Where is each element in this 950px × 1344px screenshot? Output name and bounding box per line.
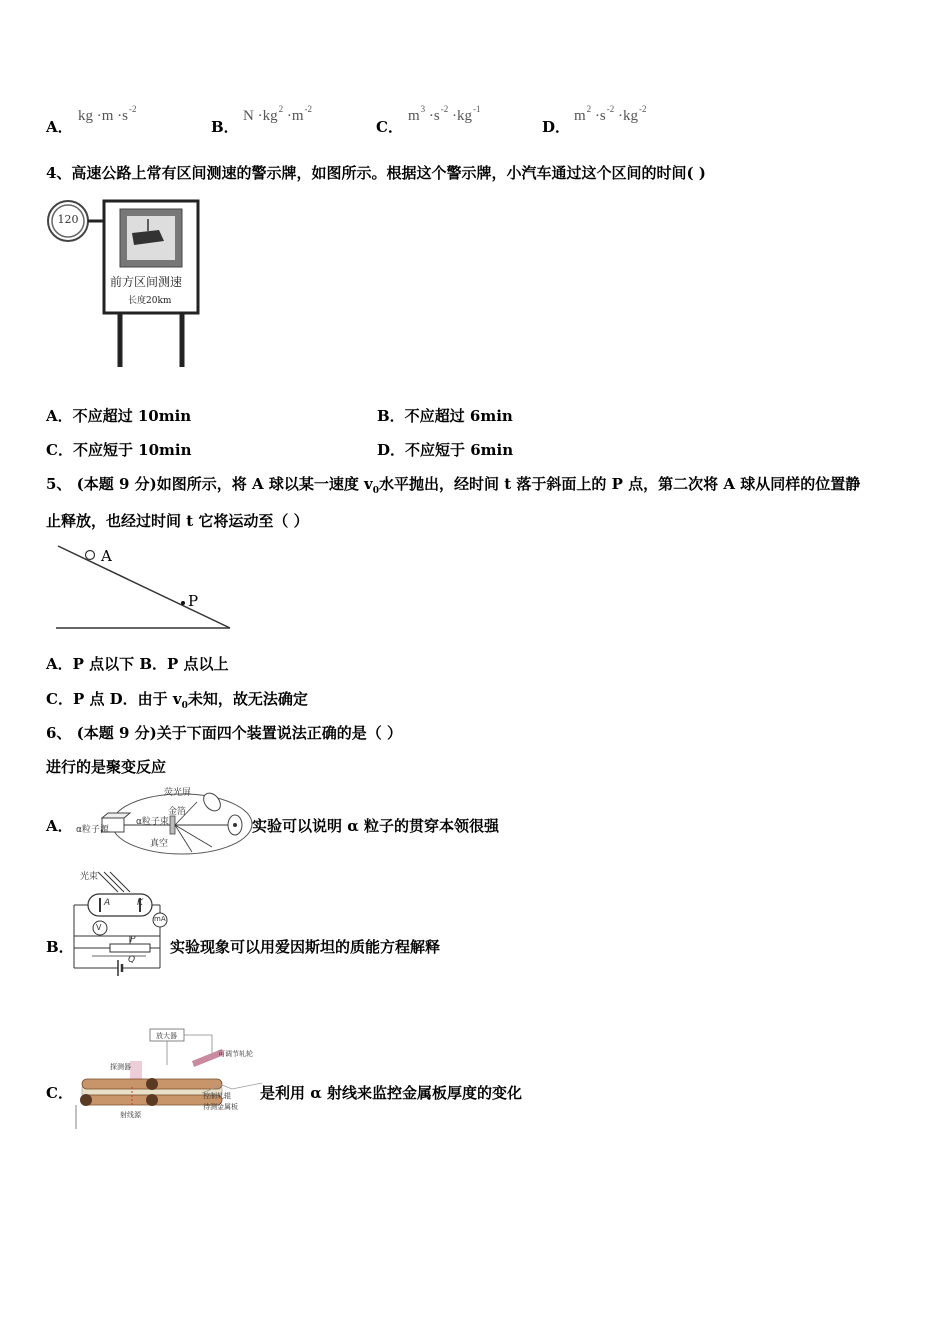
photoelectric-circuit-figure xyxy=(70,868,170,988)
q3-option-d-unit: $m^2 \cdot s^{-2} \cdot kg^{-2}$ xyxy=(574,104,647,124)
ball-a-label: A xyxy=(101,547,112,565)
figC-roller-label: 可调节轧轮 xyxy=(218,1050,253,1058)
q6-option-b-text: 实验现象可以用爱因斯坦的质能方程解释 xyxy=(170,938,441,956)
figA-label-beam: α粒子束 xyxy=(136,817,169,827)
q3-option-a-letter: A． xyxy=(46,118,73,136)
q6-note: 进行的是聚变反应 xyxy=(46,758,167,776)
figC-detector-label: 探测器 xyxy=(110,1063,131,1071)
q3-option-d-letter: D． xyxy=(542,118,571,136)
q4-option-d: D．不应短于 6min xyxy=(377,441,514,459)
speed-limit-value: 120 xyxy=(57,213,79,226)
thickness-gauge-figure xyxy=(72,1025,267,1133)
q6-option-a-text: 实验可以说明 α 粒子的贯穿本领很强 xyxy=(252,817,499,835)
q6-stem: 6、 (本题 9 分)关于下面四个装置说法正确的是（ ） xyxy=(46,724,402,742)
q3-option-a-unit: kg $\cdot m \cdot s^{-2}$ xyxy=(78,104,137,124)
q5-incline-figure xyxy=(52,540,237,635)
figB-ma-label: mA xyxy=(154,915,166,923)
figB-p-label: P xyxy=(130,935,136,945)
figC-source-label: 射线源 xyxy=(120,1111,141,1119)
q3-option-c-unit: $m^3 \cdot s^{-2} \cdot kg^{-1}$ xyxy=(408,104,481,124)
q4-option-a: A．不应超过 10min xyxy=(46,407,192,425)
figB-a-label: A xyxy=(104,898,111,908)
q4-option-b: B．不应超过 6min xyxy=(377,407,513,425)
q6-option-c-text: 是利用 α 射线来监控金属板厚度的变化 xyxy=(260,1084,522,1102)
q6-option-b-letter: B． xyxy=(46,938,74,956)
sign-title: 前方区间测速 xyxy=(110,275,183,289)
figC-control-label: 控制轧辊 xyxy=(203,1092,231,1100)
q6-option-c-letter: C． xyxy=(46,1084,73,1102)
q3-option-c-letter: C． xyxy=(376,118,403,136)
q6-option-a-letter: A． xyxy=(46,817,73,835)
figB-q-label: Q xyxy=(128,955,136,965)
figB-k-label: K xyxy=(137,898,143,908)
q3-option-b-unit: $N \cdot kg^2 \cdot m^{-2}$ xyxy=(243,104,312,124)
point-p-label: P xyxy=(188,592,199,610)
q5-options-ab: A．P 点以下 B．P 点以上 xyxy=(46,655,229,673)
figA-label-source: α粒子源 xyxy=(76,825,109,835)
figA-label-foil: 金箔 xyxy=(168,807,187,817)
q5-stem-line1: 5、 (本题 9 分)如图所示，将 A 球以某一速度 $v_0$水平抛出，经时间 t 落于斜面上的 P 点，第二次将 A 球从同样的位置静 xyxy=(46,475,861,496)
figA-label-vacuum: 真空 xyxy=(150,839,169,849)
sign-length: 长度20km xyxy=(128,296,172,306)
figB-v-label: V xyxy=(96,923,102,932)
figB-light-label: 光束 xyxy=(80,872,99,882)
q4-option-c: C．不应短于 10min xyxy=(46,441,192,459)
figC-plate-label: 待测金属板 xyxy=(203,1103,238,1111)
figC-amplifier-label: 放大器 xyxy=(156,1032,177,1040)
figA-label-screen: 荧光屏 xyxy=(164,788,192,798)
q4-stem: 4、高速公路上常有区间测速的警示牌，如图所示。根据这个警示牌，小汽车通过这个区间的时间( ) xyxy=(46,164,706,182)
q5-stem-line2: 止释放，也经过时间 t 它将运动至（ ） xyxy=(46,512,309,530)
q3-option-b-letter: B． xyxy=(211,118,239,136)
q5-options-cd: C．P 点 D．由于 $v_0$未知，故无法确定 xyxy=(46,690,308,711)
